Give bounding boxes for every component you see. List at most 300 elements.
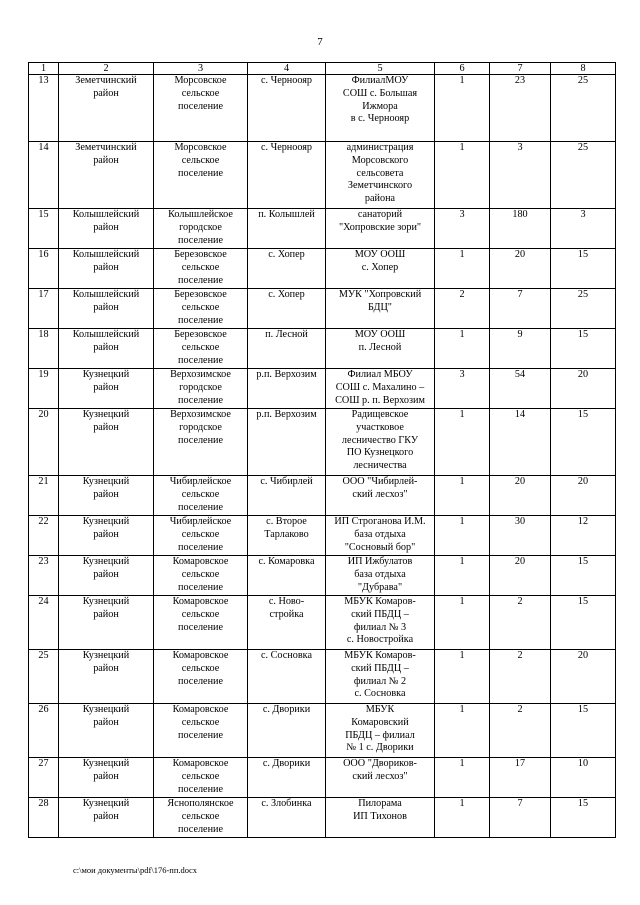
cell-line: МУК "Хопровский <box>338 289 422 300</box>
cell-line: п. Колышлей <box>258 209 315 220</box>
organization-cell <box>326 369 435 409</box>
row-number-cell: 27 <box>29 758 59 798</box>
table-row <box>29 209 616 249</box>
cell-line: поселение <box>178 675 223 687</box>
row-number-cell: 25 <box>29 650 59 704</box>
column-6-cell: 1 <box>435 758 490 798</box>
cell-line: сельское <box>181 261 220 273</box>
cell-line: МОУ ООШ <box>354 249 406 260</box>
table-row <box>29 409 616 476</box>
district-cell <box>59 369 154 409</box>
cell-line: Березовское <box>174 249 227 260</box>
row-number-cell: 21 <box>29 476 59 516</box>
column-8-cell: 20 <box>551 650 616 704</box>
locality-cell <box>248 289 326 329</box>
cell-line: ПБДЦ – филиал <box>345 729 415 741</box>
cell-line: городское <box>179 221 222 233</box>
cell-line: ский лесхоз" <box>352 488 408 500</box>
cell-line: Колышлейский <box>72 249 140 260</box>
cell-line: МОУ ООШ <box>354 329 406 340</box>
cell-line: с. Дворики <box>262 758 311 769</box>
column-7-cell: 2 <box>490 704 551 758</box>
table-row <box>29 758 616 798</box>
locality-cell <box>248 476 326 516</box>
row-number-cell: 17 <box>29 289 59 329</box>
row-number-cell: 24 <box>29 596 59 650</box>
cell-line: Кузнецкий <box>82 704 130 715</box>
header-cell: 3 <box>154 63 248 75</box>
cell-line: городское <box>179 381 222 393</box>
cell-line: район <box>93 770 119 782</box>
cell-line: Верхозимское <box>170 369 231 380</box>
header-cell: 5 <box>326 63 435 75</box>
column-8-cell: 15 <box>551 409 616 476</box>
column-8-cell: 10 <box>551 758 616 798</box>
organization-cell <box>326 596 435 650</box>
cell-line: Комаровское <box>172 650 229 661</box>
organization-cell <box>326 409 435 476</box>
column-6-cell: 1 <box>435 249 490 289</box>
cell-line: СОШ р. п. Верхозим <box>335 394 425 406</box>
cell-line: с. Злобинка <box>261 798 312 809</box>
cell-line: Колышлейское <box>168 209 233 220</box>
cell-line: лесничества <box>353 460 407 472</box>
district-cell <box>59 409 154 476</box>
column-6-cell: 1 <box>435 556 490 596</box>
cell-line: Кузнецкий <box>82 596 130 607</box>
cell-line: Яснополянское <box>167 798 234 809</box>
cell-line: Комаровское <box>172 556 229 567</box>
cell-line: ский ПБДЦ – <box>351 662 409 674</box>
settlement-cell <box>154 556 248 596</box>
cell-line: база отдыха <box>354 528 406 540</box>
column-7-cell: 2 <box>490 650 551 704</box>
column-8-cell: 25 <box>551 142 616 209</box>
column-8-cell: 15 <box>551 249 616 289</box>
cell-line: Колышлейский <box>72 289 140 300</box>
settlement-cell <box>154 798 248 838</box>
cell-line: Земетчинский <box>75 142 137 153</box>
cell-line: Земетчинского <box>347 180 413 192</box>
cell-line: Кузнецкий <box>82 369 130 380</box>
header-cell: 1 <box>29 63 59 75</box>
cell-line: район <box>93 568 119 580</box>
settlement-cell <box>154 596 248 650</box>
column-7-cell: 20 <box>490 556 551 596</box>
cell-line: Морсовское <box>174 142 227 153</box>
cell-line: поселение <box>178 394 223 406</box>
cell-line: ПО Кузнецкого <box>346 447 414 459</box>
column-7-cell: 180 <box>490 209 551 249</box>
header-cell: 6 <box>435 63 490 75</box>
cell-line: поселение <box>178 729 223 741</box>
table-row <box>29 704 616 758</box>
district-cell <box>59 596 154 650</box>
cell-line: ИП Ижбулатов <box>347 556 413 567</box>
row-number-cell: 28 <box>29 798 59 838</box>
cell-line: поселение <box>178 314 223 326</box>
cell-line: сельское <box>181 608 220 620</box>
cell-line: лесничество ГКУ <box>341 434 419 446</box>
cell-line: Комаровское <box>172 596 229 607</box>
settlement-cell <box>154 409 248 476</box>
cell-line: с. Дворики <box>262 704 311 715</box>
cell-line: Кузнецкий <box>82 476 130 487</box>
organization-cell <box>326 75 435 142</box>
locality-cell <box>248 142 326 209</box>
organization-cell <box>326 758 435 798</box>
column-6-cell: 1 <box>435 798 490 838</box>
cell-line: Тарлаково <box>264 528 309 540</box>
organization-cell <box>326 209 435 249</box>
cell-line: ФилиалМОУ <box>351 75 409 86</box>
cell-line: район <box>93 810 119 822</box>
column-6-cell: 1 <box>435 329 490 369</box>
column-7-cell: 20 <box>490 249 551 289</box>
row-number-cell: 18 <box>29 329 59 369</box>
cell-line: Кузнецкий <box>82 798 130 809</box>
cell-line: Комаровский <box>351 716 409 728</box>
district-cell <box>59 704 154 758</box>
district-cell <box>59 289 154 329</box>
table-header-row <box>29 63 616 75</box>
cell-line: поселение <box>178 541 223 553</box>
cell-line: ский ПБДЦ – <box>351 608 409 620</box>
cell-line: сельское <box>181 770 220 782</box>
column-6-cell: 1 <box>435 704 490 758</box>
cell-line: Колышлейский <box>72 209 140 220</box>
cell-line: МБУК <box>365 704 395 715</box>
cell-line: район <box>93 421 119 433</box>
cell-line: Чибирлейское <box>169 476 232 487</box>
cell-line: поселение <box>178 823 223 835</box>
cell-line: поселение <box>178 581 223 593</box>
cell-line: сельское <box>181 662 220 674</box>
column-8-cell: 20 <box>551 476 616 516</box>
cell-line: Комаровское <box>172 704 229 715</box>
column-6-cell: 1 <box>435 75 490 142</box>
table-row <box>29 596 616 650</box>
header-cell: 4 <box>248 63 326 75</box>
district-cell <box>59 329 154 369</box>
table-row <box>29 249 616 289</box>
row-number-cell: 20 <box>29 409 59 476</box>
column-7-cell: 2 <box>490 596 551 650</box>
cell-line: Колышлейский <box>72 329 140 340</box>
settlement-cell <box>154 289 248 329</box>
cell-line: поселение <box>178 434 223 446</box>
locality-cell <box>248 409 326 476</box>
cell-line: Радищевское <box>351 409 409 420</box>
cell-line: сельское <box>181 301 220 313</box>
column-8-cell: 15 <box>551 596 616 650</box>
settlement-cell <box>154 476 248 516</box>
column-6-cell: 1 <box>435 516 490 556</box>
cell-line: с. Новостройка <box>346 634 414 646</box>
cell-line: Земетчинский <box>75 75 137 86</box>
cell-line: сельское <box>181 528 220 540</box>
column-6-cell: 1 <box>435 650 490 704</box>
locality-cell <box>248 596 326 650</box>
column-6-cell: 1 <box>435 409 490 476</box>
cell-line: п. Лесной <box>265 329 308 340</box>
cell-line: с. Сосновка <box>261 650 312 661</box>
cell-line: Кузнецкий <box>82 650 130 661</box>
column-8-cell: 25 <box>551 289 616 329</box>
column-7-cell: 17 <box>490 758 551 798</box>
cell-line: с. Хопер <box>361 261 399 273</box>
settlement-cell <box>154 704 248 758</box>
cell-line: Чибирлейское <box>169 516 232 527</box>
column-7-cell: 20 <box>490 476 551 516</box>
district-cell <box>59 476 154 516</box>
cell-line: поселение <box>178 501 223 513</box>
table-row <box>29 142 616 209</box>
cell-line: район <box>93 381 119 393</box>
cell-line: Березовское <box>174 289 227 300</box>
column-6-cell: 3 <box>435 369 490 409</box>
column-7-cell: 23 <box>490 75 551 142</box>
column-8-cell: 25 <box>551 75 616 142</box>
cell-line: ООО "Двориков- <box>343 758 417 769</box>
row-number-cell: 23 <box>29 556 59 596</box>
header-cell: 8 <box>551 63 616 75</box>
cell-line: района <box>364 193 396 205</box>
cell-line: с. Сосновка <box>354 688 406 700</box>
cell-line: р.п. Верхозим <box>256 369 317 380</box>
row-number-cell: 15 <box>29 209 59 249</box>
header-cell: 2 <box>59 63 154 75</box>
cell-line: МБУК Комаров- <box>344 596 416 607</box>
settlement-cell <box>154 142 248 209</box>
cell-line: МБУК Комаров- <box>344 650 416 661</box>
column-8-cell: 12 <box>551 516 616 556</box>
cell-line: район <box>93 488 119 500</box>
row-number-cell: 14 <box>29 142 59 209</box>
column-8-cell: 20 <box>551 369 616 409</box>
column-7-cell: 9 <box>490 329 551 369</box>
table-row <box>29 289 616 329</box>
district-cell <box>59 516 154 556</box>
cell-line: с. Черноояр <box>260 142 313 153</box>
cell-line: район <box>93 261 119 273</box>
locality-cell <box>248 249 326 289</box>
cell-line: поселение <box>178 354 223 366</box>
cell-line: № 1 с. Дворики <box>346 742 414 754</box>
cell-line: район <box>93 87 119 99</box>
cell-line: Верхозимское <box>170 409 231 420</box>
organization-cell <box>326 249 435 289</box>
column-8-cell: 15 <box>551 556 616 596</box>
cell-line: Ижмора <box>362 100 398 112</box>
locality-cell <box>248 556 326 596</box>
column-6-cell: 1 <box>435 476 490 516</box>
cell-line: район <box>93 221 119 233</box>
cell-line: СОШ с. Махалино – <box>335 381 425 393</box>
cell-line: администрация <box>346 142 414 153</box>
cell-line: сельское <box>181 87 220 99</box>
table-row <box>29 369 616 409</box>
data-table <box>28 62 616 838</box>
organization-cell <box>326 650 435 704</box>
column-6-cell: 2 <box>435 289 490 329</box>
organization-cell <box>326 516 435 556</box>
settlement-cell <box>154 209 248 249</box>
organization-cell <box>326 556 435 596</box>
locality-cell <box>248 798 326 838</box>
cell-line: городское <box>179 421 222 433</box>
cell-line: Кузнецкий <box>82 516 130 527</box>
locality-cell <box>248 704 326 758</box>
cell-line: сельское <box>181 154 220 166</box>
district-cell <box>59 75 154 142</box>
cell-line: поселение <box>178 621 223 633</box>
cell-line: район <box>93 608 119 620</box>
page-number: 7 <box>317 36 323 48</box>
cell-line: район <box>93 662 119 674</box>
cell-line: "Дубрава" <box>357 581 403 593</box>
cell-line: филиал № 2 <box>353 675 407 687</box>
cell-line: с. Комаровка <box>258 556 315 567</box>
row-number-cell: 16 <box>29 249 59 289</box>
table-row <box>29 75 616 142</box>
header-cell: 7 <box>490 63 551 75</box>
cell-line: ООО "Чибирлей- <box>342 476 418 487</box>
cell-line: сельское <box>181 810 220 822</box>
column-7-cell: 7 <box>490 289 551 329</box>
cell-line: стройка <box>269 608 304 620</box>
locality-cell <box>248 369 326 409</box>
locality-cell <box>248 516 326 556</box>
settlement-cell <box>154 369 248 409</box>
cell-line: Пилорама <box>358 798 402 809</box>
cell-line: в с. Черноояр <box>350 113 410 125</box>
table-row <box>29 650 616 704</box>
district-cell <box>59 650 154 704</box>
locality-cell <box>248 650 326 704</box>
settlement-cell <box>154 75 248 142</box>
district-cell <box>59 556 154 596</box>
organization-cell <box>326 289 435 329</box>
cell-line: "Хопровские зори" <box>338 221 422 233</box>
column-7-cell: 7 <box>490 798 551 838</box>
cell-line: сельское <box>181 488 220 500</box>
district-cell <box>59 142 154 209</box>
column-7-cell: 14 <box>490 409 551 476</box>
organization-cell <box>326 704 435 758</box>
cell-line: сельское <box>181 568 220 580</box>
cell-line: Комаровское <box>172 758 229 769</box>
column-8-cell: 3 <box>551 209 616 249</box>
file-path-footer: c:\мои документы\pdf\176-пп.docx <box>73 865 198 875</box>
cell-line: сельсовета <box>356 167 404 179</box>
column-8-cell: 15 <box>551 798 616 838</box>
cell-line: санаторий <box>357 209 403 220</box>
cell-line: Морсовского <box>351 154 409 166</box>
district-cell <box>59 249 154 289</box>
cell-line: поселение <box>178 274 223 286</box>
cell-line: ский лесхоз" <box>352 770 408 782</box>
cell-line: филиал № 3 <box>353 621 407 633</box>
cell-line: сельское <box>181 341 220 353</box>
organization-cell <box>326 798 435 838</box>
settlement-cell <box>154 329 248 369</box>
row-number-cell: 22 <box>29 516 59 556</box>
cell-line: район <box>93 301 119 313</box>
cell-line: поселение <box>178 783 223 795</box>
locality-cell <box>248 75 326 142</box>
table-row <box>29 476 616 516</box>
cell-line: участковое <box>356 421 404 433</box>
cell-line: база отдыха <box>354 568 406 580</box>
row-number-cell: 26 <box>29 704 59 758</box>
settlement-cell <box>154 249 248 289</box>
cell-line: Филиал МБОУ <box>347 369 413 380</box>
cell-line: ИП Тихонов <box>353 810 407 822</box>
cell-line: Морсовское <box>174 75 227 86</box>
organization-cell <box>326 142 435 209</box>
cell-line: БДЦ" <box>368 301 392 313</box>
column-6-cell: 1 <box>435 596 490 650</box>
table-row <box>29 329 616 369</box>
cell-line: Березовское <box>174 329 227 340</box>
table-row <box>29 556 616 596</box>
district-cell <box>59 758 154 798</box>
locality-cell <box>248 209 326 249</box>
organization-cell <box>326 476 435 516</box>
cell-line: с. Чибирлей <box>260 476 313 487</box>
cell-line: с. Хопер <box>268 249 305 260</box>
row-number-cell: 19 <box>29 369 59 409</box>
cell-line: СОШ с. Большая <box>342 87 418 99</box>
cell-line: с. Второе <box>266 516 307 527</box>
cell-line: поселение <box>178 234 223 246</box>
column-7-cell: 30 <box>490 516 551 556</box>
settlement-cell <box>154 650 248 704</box>
locality-cell <box>248 758 326 798</box>
organization-cell <box>326 329 435 369</box>
column-8-cell: 15 <box>551 329 616 369</box>
cell-line: район <box>93 716 119 728</box>
district-cell <box>59 209 154 249</box>
column-8-cell: 15 <box>551 704 616 758</box>
cell-line: район <box>93 528 119 540</box>
cell-line: поселение <box>178 167 223 179</box>
row-number-cell: 13 <box>29 75 59 142</box>
column-6-cell: 3 <box>435 209 490 249</box>
cell-line: Кузнецкий <box>82 556 130 567</box>
table-row <box>29 798 616 838</box>
locality-cell <box>248 329 326 369</box>
cell-line: поселение <box>178 100 223 112</box>
cell-line: р.п. Верхозим <box>256 409 317 420</box>
table-row <box>29 516 616 556</box>
cell-line: п. Лесной <box>358 341 402 353</box>
column-6-cell: 1 <box>435 142 490 209</box>
cell-line: "Сосновый бор" <box>344 541 416 553</box>
cell-line: район <box>93 341 119 353</box>
cell-line: ИП Строганова И.М. <box>334 516 426 527</box>
settlement-cell <box>154 758 248 798</box>
cell-line: Кузнецкий <box>82 758 130 769</box>
settlement-cell <box>154 516 248 556</box>
cell-line: сельское <box>181 716 220 728</box>
column-7-cell: 54 <box>490 369 551 409</box>
cell-line: с. Ново- <box>268 596 305 607</box>
district-cell <box>59 798 154 838</box>
cell-line: Кузнецкий <box>82 409 130 420</box>
column-7-cell: 3 <box>490 142 551 209</box>
